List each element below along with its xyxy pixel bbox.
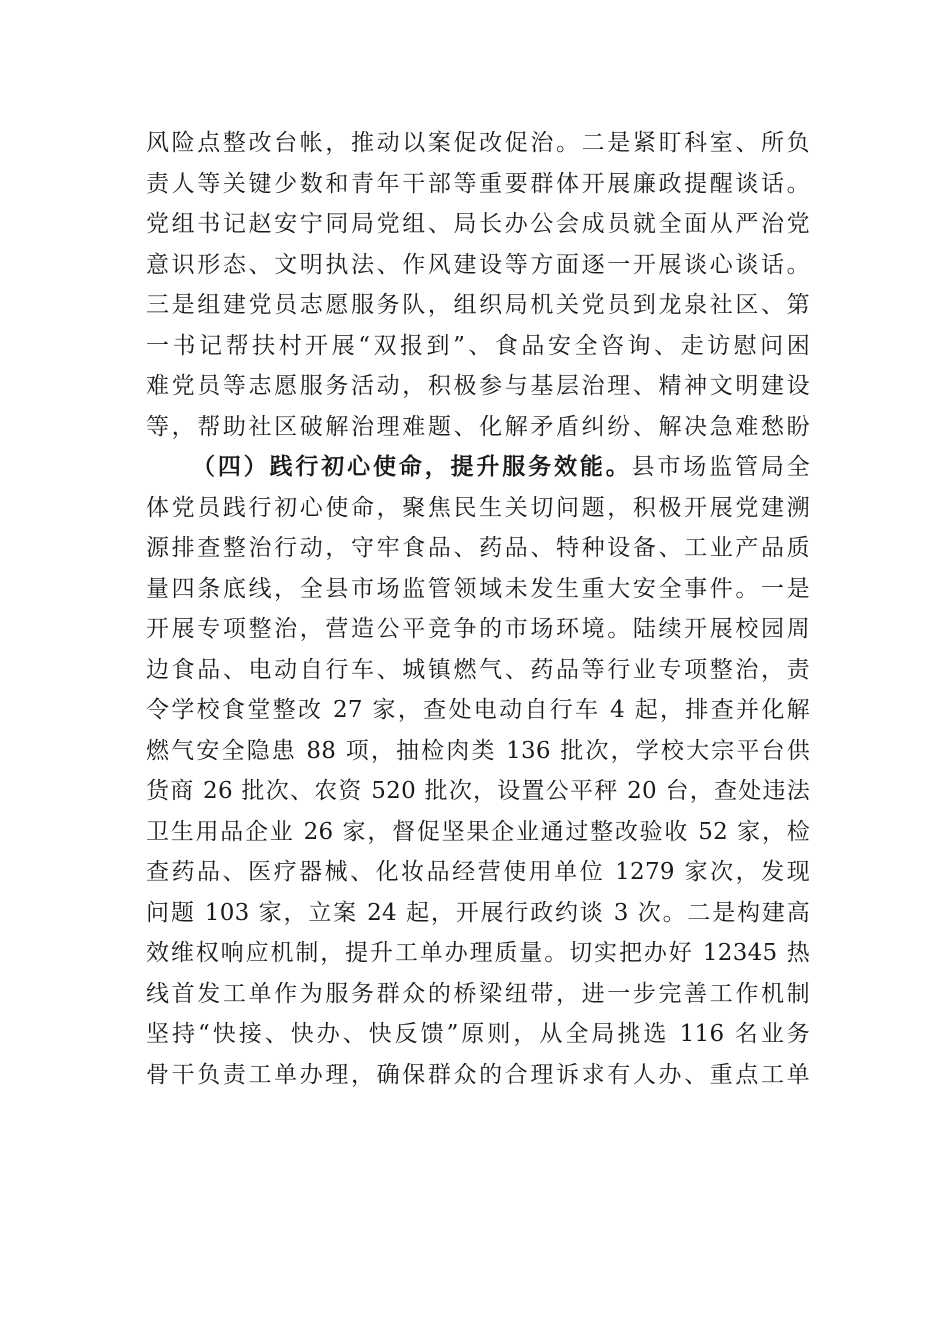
text-line: 责人等关键少数和青年干部等重要群体开展廉政提醒谈话。 [146,170,810,197]
text-line: 等，帮助社区破解治理难题、化解矛盾纠纷、解决急难愁盼 [146,413,810,440]
text-line: 意识形态、文明执法、作风建设等方面逐一开展谈心谈话。 [146,251,810,278]
text-line: 卫生用品企业 26 家，督促坚果企业通过整改验收 52 家，检 [146,818,810,845]
section-heading-line [146,447,810,488]
text-line: 党组书记赵安宁同局党组、局长办公会成员就全面从严治党 [146,211,810,237]
text-line: 三是组建党员志愿服务队，组织局机关党员到龙泉社区、第 [146,292,810,318]
text-line: 效维权响应机制，提升工单办理质量。切实把办好 12345 热 [146,940,810,966]
text-line: 燃气安全隐患 88 项，抽检肉类 136 批次，学校大宗平台供 [146,737,810,764]
text-line: 源排查整治行动，守牢食品、药品、特种设备、工业产品质 [146,535,810,561]
text-line: 量四条底线，全县市场监管领域未发生重大安全事件。一是 [146,575,810,602]
text-line: 问题 103 家，立案 24 起，开展行政约谈 3 次。二是构建高 [146,899,810,926]
section-heading: （四）践行初心使命，提升服务效能。 [192,453,632,480]
text-line: 骨干负责工单办理，确保群众的合理诉求有人办、重点工单 [146,1061,810,1088]
text-line: 货商 26 批次、农资 520 批次，设置公平秤 20 台，查处违法 [146,778,810,804]
text-line: 坚持“快接、快办、快反馈”原则，从全局挑选 116 名业务 [146,1021,810,1047]
text-line: 查药品、医疗器械、化妆品经营使用单位 1279 家次，发现 [146,859,810,885]
document-body [146,123,810,1095]
text-line: 线首发工单作为服务群众的桥梁纽带，进一步完善工作机制 [146,980,810,1007]
text-line: 边食品、电动自行车、城镇燃气、药品等行业专项整治，责 [146,656,810,683]
section-heading-continuation: 县市场监管局全 [631,454,810,480]
text-line: 一书记帮扶村开展“双报到”、食品安全咨询、走访慰问困 [146,332,810,359]
text-line: 体党员践行初心使命，聚焦民生关切问题，积极开展党建溯 [146,494,810,521]
text-line: 令学校食堂整改 27 家，查处电动自行车 4 起，排查并化解 [146,697,810,723]
text-line: 风险点整改台帐，推动以案促改促治。二是紧盯科室、所负 [146,130,810,156]
text-line: 开展专项整治，营造公平竞争的市场环境。陆续开展校园周 [146,616,810,642]
text-line: 难党员等志愿服务活动，积极参与基层治理、精神文明建设 [146,373,810,399]
